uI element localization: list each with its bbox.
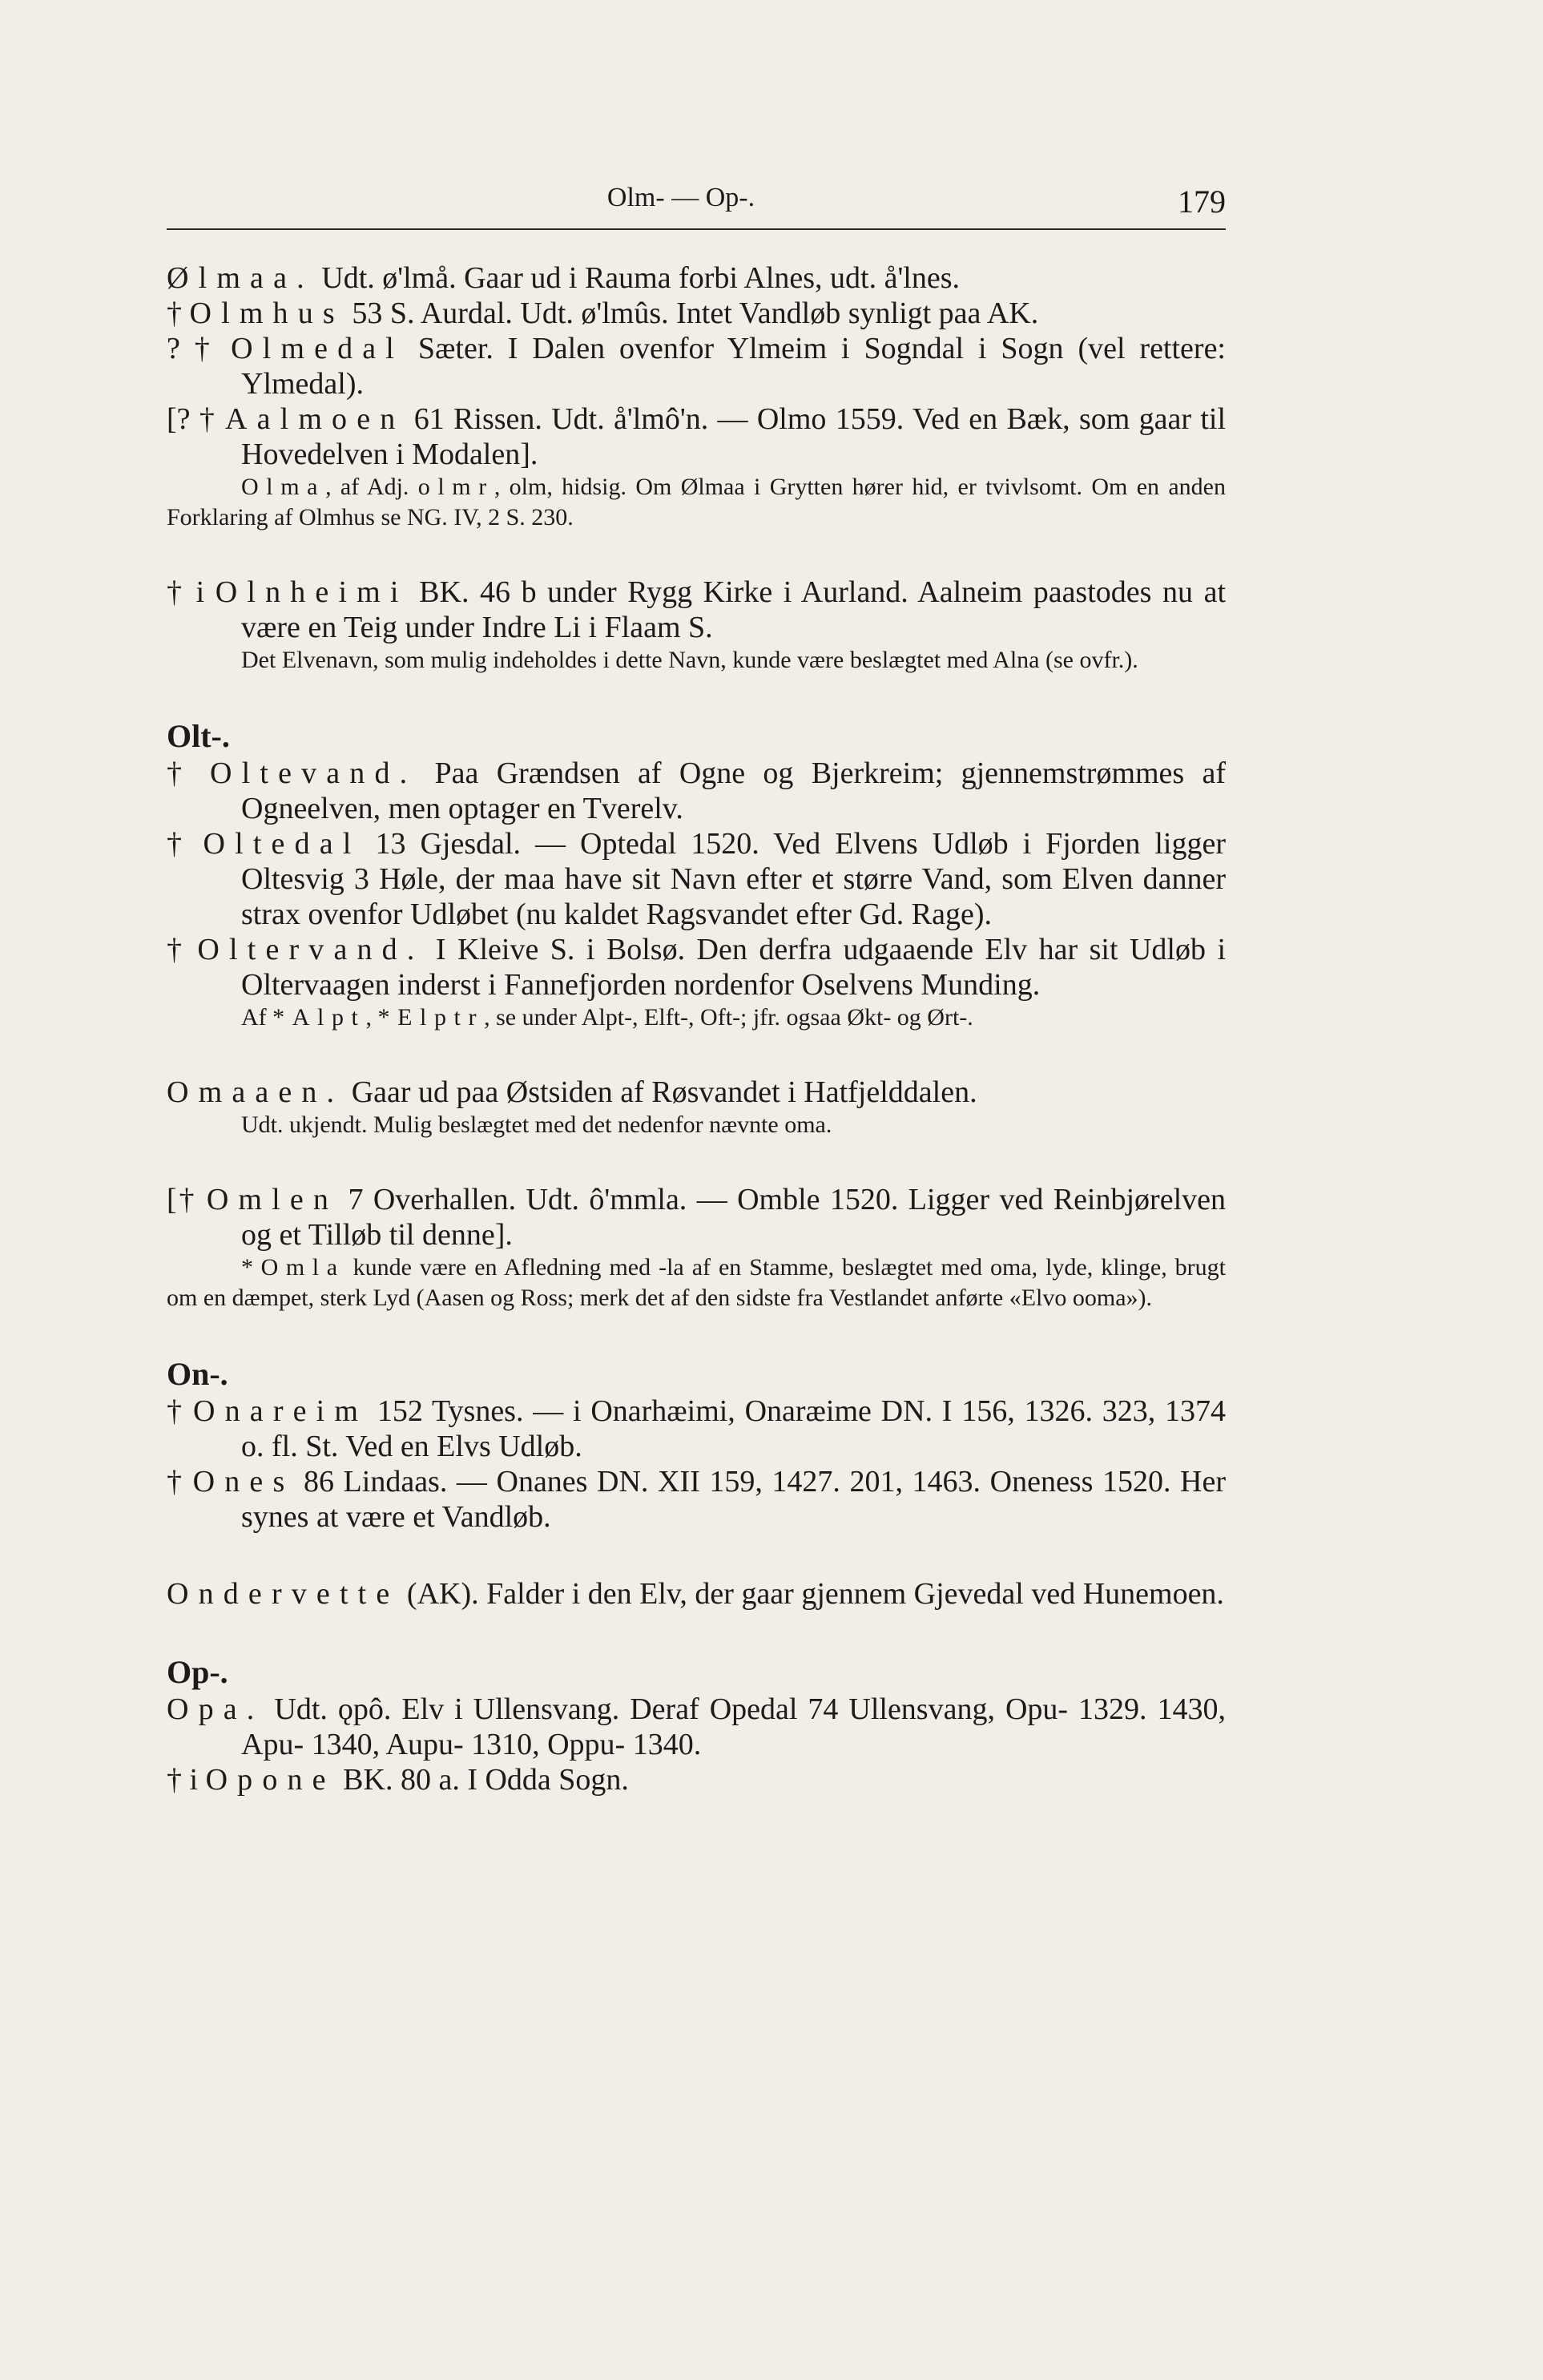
spacer <box>167 1140 1226 1182</box>
note-omaaen <box>167 1110 1226 1140</box>
entry-text <box>167 1182 1226 1253</box>
entry-text <box>167 575 1226 645</box>
text-run: † <box>167 827 203 861</box>
entry-oltedal <box>167 826 1226 932</box>
text-run: On-. <box>167 1356 228 1392</box>
entry-opone <box>167 1762 1226 1797</box>
text-run: BK. 46 b under Rygg Kirke i Aurland. Aalneim paastodes nu at være en Teig under Indre Li i Flaam S. <box>241 575 1227 644</box>
headword: Omlen <box>206 1183 339 1216</box>
text-run: , <box>365 1004 378 1031</box>
text-run: † <box>167 1394 194 1428</box>
entry-text <box>167 1394 1226 1464</box>
section-head-op <box>167 1653 1226 1692</box>
spacer <box>167 676 1226 717</box>
text-run: † <box>167 933 198 966</box>
text-run: † <box>167 296 190 330</box>
headword: Opa. <box>167 1692 264 1726</box>
entry-text <box>167 260 1226 296</box>
entry-oltervand <box>167 932 1226 1002</box>
headword: Ondervette <box>167 1577 400 1611</box>
headword: Opone <box>205 1763 336 1797</box>
spacer <box>167 1612 1226 1653</box>
text-run: Op-. <box>167 1654 228 1690</box>
headword: Olmhus <box>189 296 344 330</box>
text-run: ? † <box>167 332 232 365</box>
spacer <box>167 1313 1226 1355</box>
headword: Aalmoen <box>224 402 405 436</box>
entry-ondervette <box>167 1576 1226 1612</box>
entry-onareim <box>167 1394 1226 1464</box>
entry-olmhus <box>167 296 1226 331</box>
header-rule <box>167 228 1226 230</box>
entry-text <box>167 401 1226 472</box>
headword: olmr <box>417 474 494 500</box>
note-text <box>167 472 1226 533</box>
text-run: , se under Alpt-, Elft-, Oft-; jfr. ogsaa Økt- og Ørt-. <box>484 1004 973 1031</box>
entry-olmedal <box>167 331 1226 401</box>
text-run: 152 Tysnes. — i Onarhæimi, Onaræime DN. I 156, 1326. 323, 1374 o. fl. St. Ved en Elvs Udløb. <box>241 1394 1227 1463</box>
text-run: I Kleive S. i Bolsø. Den derfra udgaaende Elv har sit Udløb i Oltervaagen inderst i Fannefjorden nordenfor Oselvens Munding. <box>241 933 1227 1002</box>
text-run: Udt. ǫpô. Elv i Ullensvang. Deraf Opedal 74 Ullensvang, Opu- 1329. 1430, Apu- 1340, Aupu- 1310, Oppu- 1340. <box>241 1692 1226 1761</box>
headword: Olma <box>241 474 326 500</box>
entry-text <box>167 932 1226 1002</box>
entry-text <box>167 1692 1226 1762</box>
text-run: Olt-. <box>167 718 230 754</box>
note-text <box>167 1002 1226 1033</box>
head-text <box>167 1653 1226 1692</box>
text-run: 86 Lindaas. — Onanes DN. XII 159, 1427. 201, 1463. Oneness 1520. Her synes at være et Vandløb. <box>241 1465 1226 1534</box>
spacer <box>167 1535 1226 1576</box>
note-text <box>167 1253 1226 1313</box>
headword: *Alpt <box>272 1004 366 1031</box>
text-run: Gaar ud paa Østsiden af Røsvandet i Hatfjelddalen. <box>344 1075 977 1109</box>
entry-omlen <box>167 1182 1226 1253</box>
text-run: 7 Overhallen. Udt. ô'mmla. — Omble 1520. Ligger ved Reinbjørelven og et Tilløb til denne]. <box>241 1183 1226 1252</box>
spacer <box>167 533 1226 575</box>
text-run: Det Elvenavn, som mulig indeholdes i dette Navn, kunde være beslægtet med Alna (se ovfr.). <box>241 647 1138 673</box>
text-run: 61 Rissen. Udt. å'lmô'n. — Olmo 1559. Ved en Bæk, som gaar til Hovedelven i Modalen]. <box>241 402 1226 471</box>
note-omla <box>167 1253 1226 1313</box>
text-run: BK. 80 a. I Odda Sogn. <box>335 1763 629 1797</box>
headword: Ølmaa. <box>167 261 314 295</box>
entry-text <box>167 331 1226 401</box>
running-title: Olm- — Op-. <box>606 183 755 212</box>
head-text <box>167 1355 1226 1394</box>
note-text <box>167 1110 1226 1140</box>
page-number: 179 <box>1178 184 1226 220</box>
entry-omaaen <box>167 1075 1226 1110</box>
section-head-on <box>167 1355 1226 1394</box>
entry-text <box>167 826 1226 932</box>
headword: Omaaen. <box>167 1075 344 1109</box>
text-run: Af <box>241 1004 273 1031</box>
text-run: , olm, hidsig. Om Ølmaa i Grytten hører hid, er tvivlsomt. Om en anden Forklaring af Olmhus se NG. IV, 2 S. 230. <box>167 474 1226 530</box>
entry-text <box>167 1075 1226 1110</box>
text-run: † <box>167 1465 193 1499</box>
text-run: kunde være en Afledning med -la af en Stamme, beslægtet med oma, lyde, klinge, brugt om en dæmpet, sterk Lyd (Aasen og Ross; merk det af den sidste fra Vestlandet anførte «Elvo ooma»). <box>167 1254 1226 1311</box>
text-run: Udt. ø'lmå. Gaar ud i Rauma forbi Alnes, udt. å'lnes. <box>313 261 961 295</box>
note-text <box>167 645 1226 676</box>
text-run: , af Adj. <box>325 474 418 500</box>
entry-olmaa <box>167 260 1226 296</box>
headword: Olnheimi <box>215 575 409 609</box>
headword: Olmedal <box>231 332 405 365</box>
headword: Oltevand. <box>210 756 417 790</box>
headword: Ones <box>192 1465 295 1499</box>
note-olma <box>167 472 1226 533</box>
text-run: 53 S. Aurdal. Udt. ø'lmûs. Intet Vandløb synligt paa AK. <box>344 296 1039 330</box>
entry-ones <box>167 1464 1226 1535</box>
spacer <box>167 1033 1226 1075</box>
headword: *Omla <box>241 1254 345 1281</box>
section-head-olt <box>167 717 1226 756</box>
head-text <box>167 717 1226 756</box>
text-run: 13 Gjesdal. — Optedal 1520. Ved Elvens Udløb i Fjorden ligger Oltesvig 3 Høle, der maa have sit Navn efter et større Vand, som Elven danner strax ovenfor Udløbet (nu kaldet Ragsvandet efter Gd. Rage). <box>241 827 1227 931</box>
note-elvenavn <box>167 645 1226 676</box>
headword: Oltervand. <box>197 933 425 966</box>
text-run: [† <box>167 1183 207 1216</box>
text-run: † i <box>167 1763 206 1797</box>
text-run: † i <box>167 575 216 609</box>
entry-text <box>167 296 1226 331</box>
entry-opa <box>167 1692 1226 1762</box>
entry-text <box>167 1762 1226 1797</box>
entry-olnheimi <box>167 575 1226 645</box>
headword: Onareim <box>193 1394 369 1428</box>
text-run: (AK). Falder i den Elv, der gaar gjennem Gjevedal ved Hunemoen. <box>399 1577 1224 1611</box>
text-run: † <box>167 756 211 790</box>
text-column <box>167 260 1226 1797</box>
entry-text <box>167 1576 1226 1612</box>
headword: *Elptr <box>377 1004 485 1031</box>
text-run: [? † <box>167 402 225 436</box>
entry-aalmoen <box>167 401 1226 472</box>
entry-text <box>167 756 1226 826</box>
note-alpt <box>167 1002 1226 1033</box>
headword: Oltedal <box>203 827 361 861</box>
text-run: Paa Grændsen af Ogne og Bjerkreim; gjennemstrømmes af Ogneelven, men optager en Tverelv. <box>241 756 1227 825</box>
text-run: Udt. ukjendt. Mulig beslægtet med det nedenfor nævnte oma. <box>241 1111 832 1138</box>
entry-text <box>167 1464 1226 1535</box>
text-run: Sæter. I Dalen ovenfor Ylmeim i Sogndal i Sogn (vel rettere: Ylmedal). <box>241 332 1226 401</box>
entry-oltevand <box>167 756 1226 826</box>
